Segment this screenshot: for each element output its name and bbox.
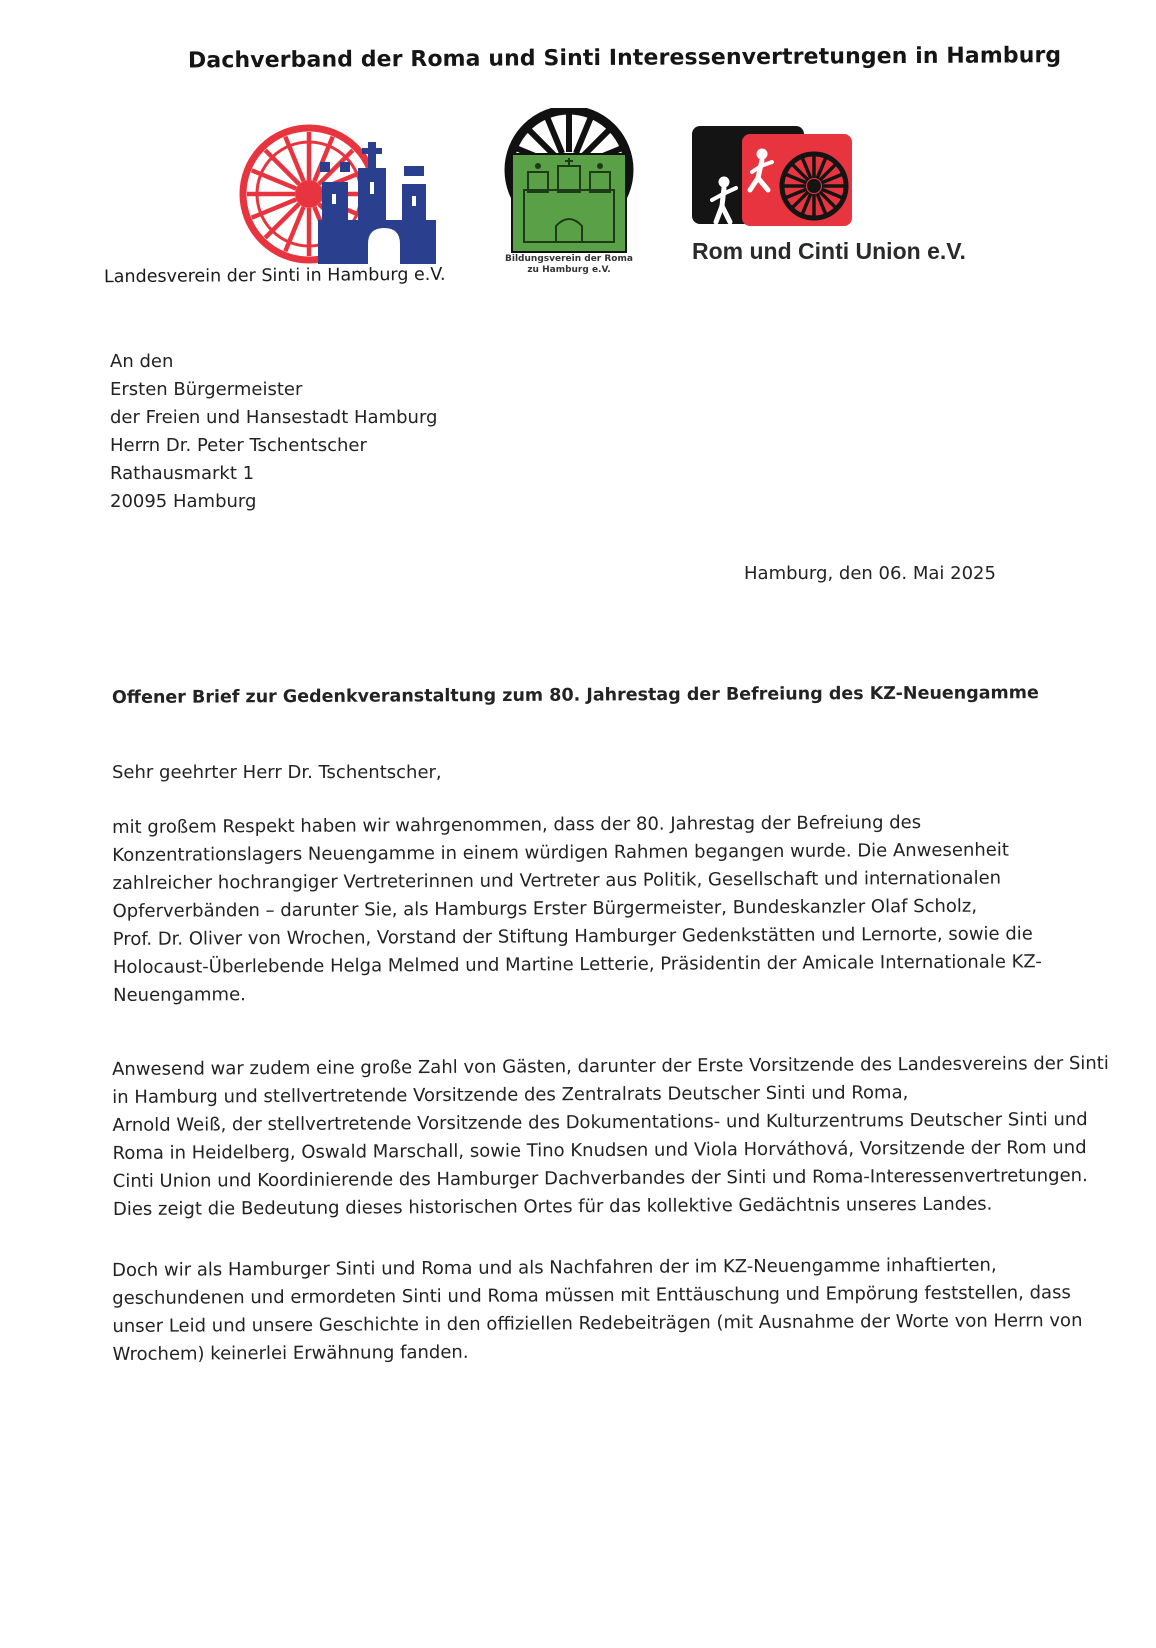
body-paragraph-2 xyxy=(112,1050,1110,1224)
landesverein-logo xyxy=(102,116,462,292)
paragraph-line: Arnold Weiß, der stellvertretende Vorsitzende des Dokumentations- und Kulturzentrums Deutscher Sinti und xyxy=(112,1109,1088,1136)
address-line: der Freien und Hansestadt Hamburg xyxy=(110,407,438,428)
paragraph-line: Konzentrationslagers Neuengamme in einem würdigen Rahmen begangen wurde. Die Anwesenheit xyxy=(112,839,1009,866)
bildungsverein-logo xyxy=(494,108,644,288)
letter-salutation: Sehr geehrter Herr Dr. Tschentscher, xyxy=(112,762,442,783)
landesverein-caption: Landesverein der Sinti in Hamburg e.V. xyxy=(103,264,446,288)
paragraph-line: Prof. Dr. Oliver von Wrochen, Vorstand der Stiftung Hamburger Gedenkstätten und Lernorte, sowie die xyxy=(112,923,1033,950)
paragraph-line: Doch wir als Hamburger Sinti und Roma und als Nachfahren der im KZ-Neuengamme inhaftierten, xyxy=(112,1254,997,1281)
bildungsverein-caption xyxy=(494,254,644,276)
paragraph-line: Neuengamme. xyxy=(113,984,246,1006)
address-line: 20095 Hamburg xyxy=(110,491,257,512)
paragraph-line: Dies zeigt die Bedeutung dieses historischen Ortes für das kollektive Gedächtnis unseres Landes. xyxy=(112,1193,993,1220)
paragraph-line: Holocaust-Überlebende Helga Melmed und Martine Letterie, Präsidentin der Amicale Internationale KZ- xyxy=(112,951,1042,978)
bildungsverein-caption-line-2: zu Hamburg e.V. xyxy=(527,265,611,275)
address-line: Ersten Bürgermeister xyxy=(110,379,303,400)
rom-cinti-union-logo xyxy=(690,124,990,284)
hamburg-castle-icon xyxy=(318,136,438,266)
paragraph-line: mit großem Respekt haben wir wahrgenommen, dass der 80. Jahrestag der Befreiung des xyxy=(112,812,922,838)
letterhead-title: Dachverband der Roma und Sinti Interessenvertretungen in Hamburg xyxy=(187,43,1062,74)
recipient-address xyxy=(110,348,437,516)
paragraph-line: Roma in Heidelberg, Oswald Marschall, sowie Tino Knudsen und Viola Horváthová, Vorsitzende der Rom und xyxy=(112,1137,1087,1164)
paragraph-line: Anwesend war zudem eine große Zahl von Gästen, darunter der Erste Vorsitzende des Landesvereins der Sinti xyxy=(112,1052,1109,1080)
paragraph-line: Cinti Union und Koordinierende des Hamburger Dachverbandes der Sinti und Roma-Interessenvertretungen. xyxy=(112,1165,1088,1192)
body-paragraph-1 xyxy=(112,808,1042,1010)
address-line: Rathausmarkt 1 xyxy=(110,463,255,484)
address-line: An den xyxy=(110,351,174,372)
rom-cinti-union-caption: Rom und Cinti Union e.V. xyxy=(692,238,966,264)
paragraph-line: unser Leid und unsere Geschichte in den offiziellen Redebeiträgen (mit Ausnahme der Worte von Herrn von xyxy=(112,1310,1083,1337)
address-line: Herrn Dr. Peter Tschentscher xyxy=(110,435,367,456)
paragraph-line: geschundenen und ermordeten Sinti und Roma müssen mit Enttäuschung und Empörung feststellen, dass xyxy=(112,1282,1071,1309)
figures-and-wheel-icon xyxy=(690,124,854,228)
paragraph-line: Opferverbänden – darunter Sie, als Hamburgs Erster Bürgermeister, Bundeskanzler Olaf Scholz, xyxy=(112,895,978,922)
bildungsverein-caption-line-1: Bildungsverein der Roma xyxy=(505,254,633,264)
black-wheel-green-castle-icon xyxy=(494,108,644,254)
body-paragraph-3 xyxy=(112,1251,1083,1369)
paragraph-line: in Hamburg und stellvertretende Vorsitzende des Zentralrats Deutscher Sinti und Roma, xyxy=(112,1082,909,1108)
letter-subject: Offener Brief zur Gedenkveranstaltung zum 80. Jahrestag der Befreiung des KZ-Neuengamme xyxy=(111,683,1039,708)
paragraph-line: zahlreicher hochrangiger Vertreterinnen und Vertreter aus Politik, Gesellschaft und internationalen xyxy=(112,867,1002,894)
letter-date: Hamburg, den 06. Mai 2025 xyxy=(744,563,996,584)
paragraph-line: Wrochem) keinerlei Erwähnung fanden. xyxy=(112,1341,469,1365)
